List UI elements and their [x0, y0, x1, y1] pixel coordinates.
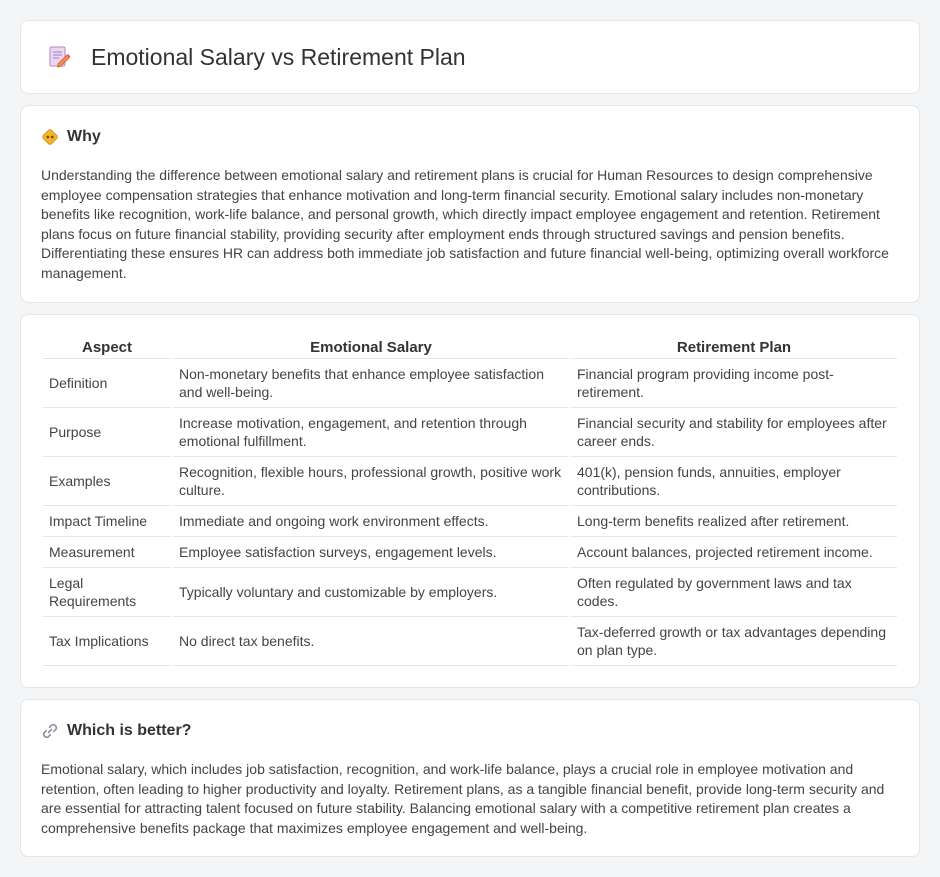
table-row [43, 408, 897, 457]
table-cell-aspect: Measurement [43, 537, 171, 568]
table-row [43, 617, 897, 666]
table-cell-emotional-salary: Increase motivation, engagement, and retention through emotional fulfillment. [173, 408, 569, 457]
table-cell-aspect: Legal Requirements [43, 568, 171, 617]
table-cell-retirement-plan: Tax-deferred growth or tax advantages depending on plan type. [571, 617, 897, 666]
table-row [43, 568, 897, 617]
table-cell-emotional-salary: Recognition, flexible hours, professional growth, positive work culture. [173, 457, 569, 506]
table-row [43, 506, 897, 537]
better-heading-row [41, 722, 899, 740]
table-header-row [43, 335, 897, 359]
table-row [43, 457, 897, 506]
column-header-retirement-plan: Retirement Plan [571, 335, 897, 359]
table-cell-aspect: Tax Implications [43, 617, 171, 666]
table-cell-retirement-plan: Financial program providing income post-retirement. [571, 359, 897, 408]
why-heading-row [41, 128, 899, 146]
table-cell-emotional-salary: Employee satisfaction surveys, engagement levels. [173, 537, 569, 568]
table-cell-aspect: Examples [43, 457, 171, 506]
document-pen-icon [45, 43, 73, 71]
table-row [43, 537, 897, 568]
table-cell-retirement-plan: Account balances, projected retirement income. [571, 537, 897, 568]
column-header-aspect: Aspect [43, 335, 171, 359]
page-title: Emotional Salary vs Retirement Plan [91, 43, 466, 70]
link-icon [41, 722, 59, 740]
why-section [20, 105, 920, 303]
title-card [20, 20, 920, 94]
column-header-emotional-salary: Emotional Salary [173, 335, 569, 359]
table-cell-aspect: Purpose [43, 408, 171, 457]
table-cell-aspect: Impact Timeline [43, 506, 171, 537]
table-cell-retirement-plan: Financial security and stability for employees after career ends. [571, 408, 897, 457]
why-text: Understanding the difference between emotional salary and retirement plans is crucial for Human Resources to design comprehensive employee compensation strategies that enhance motivation and long-term financial security. Emotional salary includes non-monetary benefits like recognition, work-life balance, and personal growth, which directly impact employee engagement and retention. Retirement plans focus on future financial stability, providing security after employment ends through structured savings and pension benefits. Differentiating these ensures HR can address both immediate job satisfaction and future financial well-being, optimizing overall workforce management. [41, 167, 889, 281]
table-cell-retirement-plan: Often regulated by government laws and tax codes. [571, 568, 897, 617]
diamond-sign-icon [41, 128, 59, 146]
table-cell-emotional-salary: No direct tax benefits. [173, 617, 569, 666]
table-cell-aspect: Definition [43, 359, 171, 408]
better-heading: Which is better? [67, 722, 192, 739]
comparison-table [41, 335, 899, 666]
comparison-section [20, 314, 920, 688]
table-row [43, 359, 897, 408]
table-cell-retirement-plan: Long-term benefits realized after retirement. [571, 506, 897, 537]
table-cell-emotional-salary: Non-monetary benefits that enhance employee satisfaction and well-being. [173, 359, 569, 408]
table-cell-retirement-plan: 401(k), pension funds, annuities, employer contributions. [571, 457, 897, 506]
why-heading: Why [67, 128, 101, 145]
table-cell-emotional-salary: Immediate and ongoing work environment effects. [173, 506, 569, 537]
better-text: Emotional salary, which includes job satisfaction, recognition, and work-life balance, plays a crucial role in employee motivation and retention, often leading to higher productivity and loyalty. Retirement plans, as a tangible financial benefit, provide long-term security and are essential for attracting talent focused on future stability. Balancing emotional salary with a competitive retirement plan creates a comprehensive benefits package that maximizes employee engagement and well-being. [41, 761, 885, 836]
table-cell-emotional-salary: Typically voluntary and customizable by employers. [173, 568, 569, 617]
which-is-better-section [20, 699, 920, 857]
